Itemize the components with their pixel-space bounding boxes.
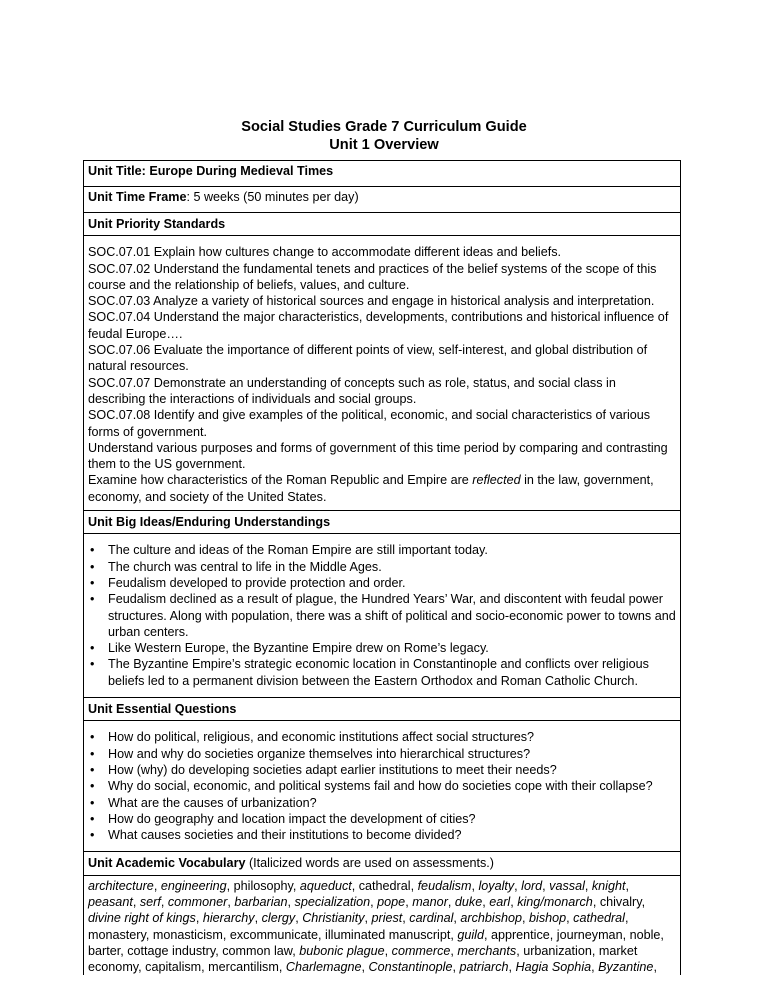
big-ideas-list bbox=[88, 542, 676, 689]
vocabulary-term: common law bbox=[222, 943, 293, 958]
vocabulary-term: barbarian bbox=[234, 894, 288, 909]
essential-question-item-text: How (why) do developing societies adapt earlier institutions to meet their needs? bbox=[108, 762, 557, 777]
vocabulary-term: illuminated manuscript bbox=[325, 927, 451, 942]
vocabulary-term: urbanization bbox=[523, 943, 592, 958]
vocabulary-term: aqueduct bbox=[299, 878, 352, 893]
vocabulary-term: commerce bbox=[391, 943, 451, 958]
vocabulary-term: Hagia Sophia bbox=[515, 960, 592, 975]
standard-item: SOC.07.06 Evaluate the importance of different points of view, self-interest, and global distribution of natural resources. bbox=[88, 343, 648, 374]
essential-question-item bbox=[88, 729, 676, 745]
vocabulary-term: Charlemagne bbox=[285, 960, 362, 975]
essential-question-item bbox=[88, 746, 676, 762]
big-ideas-cell bbox=[84, 534, 681, 698]
vocabulary-term: engineering bbox=[160, 878, 227, 893]
big-ideas-heading-cell bbox=[84, 511, 681, 534]
essential-question-item-text: How do political, religious, and economic institutions affect social structures? bbox=[108, 730, 535, 745]
vocabulary-term: commoner bbox=[167, 894, 228, 909]
big-idea-item-text: The church was central to life in the Middle Ages. bbox=[108, 559, 382, 574]
big-idea-item-text: Like Western Europe, the Byzantine Empire drew on Rome’s legacy. bbox=[108, 641, 489, 656]
big-idea-item bbox=[88, 640, 676, 656]
standard-item: Understand various purposes and forms of government of this time period by comparing and contrasting them to the US government. bbox=[88, 440, 668, 472]
vocabulary-term: barter bbox=[88, 943, 121, 958]
vocabulary-term: mercantilism bbox=[208, 960, 279, 975]
essential-questions-heading-cell bbox=[84, 698, 681, 721]
big-idea-item bbox=[88, 656, 676, 689]
vocabulary-term: chivalry bbox=[599, 894, 642, 909]
essential-question-item bbox=[88, 778, 676, 794]
vocabulary-terms: architecture, engineering, philosophy, aqueduct, cathedral, feudalism, loyalty, lord, vassal, knight, peasant, serf, commoner, barbarian, specialization, pope, manor, duke, earl, king/monarch, chivalry, divine right of kings, hierarchy, clergy, Christianity, priest, cardinal, archbishop, bishop, cathedral, monastery, monasticism, excommunicate, illuminated manuscript, guild, apprentice, journeyman, noble, barter, cottage industry, common law, bubonic plague, commerce, merchants, urbanization, market economy, capitalism, mercantilism, Charlemagne, Constantinople, patriarch, Hagia Sophia, Byzantine, bbox=[84, 875, 681, 975]
bullet-icon: • bbox=[90, 575, 95, 590]
bullet-icon: • bbox=[90, 641, 95, 656]
big-idea-item-text: The culture and ideas of the Roman Empire are still important today. bbox=[108, 543, 488, 558]
essential-question-item bbox=[88, 795, 676, 811]
essential-question-item-text: How and why do societies organize themselves into hierarchical structures? bbox=[108, 746, 531, 761]
bullet-icon: • bbox=[90, 543, 95, 558]
vocabulary-term: priest bbox=[371, 911, 403, 926]
bullet-icon: • bbox=[90, 779, 95, 794]
time-frame-value: : 5 weeks (50 minutes per day) bbox=[186, 190, 359, 204]
vocabulary-term: guild bbox=[457, 927, 484, 942]
vocabulary-term: cottage industry bbox=[127, 943, 216, 958]
big-idea-item bbox=[88, 575, 676, 591]
vocabulary-term: merchants bbox=[457, 943, 517, 958]
standard-text: Examine how characteristics of the Roman Republic and Empire are bbox=[88, 473, 473, 488]
vocabulary-term: peasant bbox=[88, 894, 133, 909]
document-subtitle: Unit 1 Overview bbox=[329, 137, 439, 153]
essential-question-item-text: Why do social, economic, and political systems fail and how do societies cope with their collapse? bbox=[108, 779, 653, 794]
essential-questions-cell bbox=[84, 721, 681, 852]
standards-heading-cell bbox=[84, 213, 681, 236]
vocabulary-term: patriarch bbox=[459, 960, 509, 975]
vocabulary-heading: Unit Academic Vocabulary bbox=[88, 856, 246, 871]
bullet-icon: • bbox=[90, 730, 95, 745]
vocabulary-term: cardinal bbox=[409, 911, 454, 926]
vocabulary-term: market economy bbox=[88, 943, 638, 975]
bullet-icon: • bbox=[90, 592, 95, 607]
vocabulary-term: bishop bbox=[529, 911, 567, 926]
vocabulary-term: feudalism bbox=[417, 878, 472, 893]
vocabulary-term: clergy bbox=[261, 911, 296, 926]
standard-item: SOC.07.07 Demonstrate an understanding of concepts such as role, status, and social class in describing the interactions of individuals and social groups. bbox=[88, 375, 616, 406]
vocabulary-term: monasticism bbox=[152, 927, 223, 942]
vocabulary-term: Constantinople bbox=[368, 960, 453, 975]
vocabulary-note: (Italicized words are used on assessments.) bbox=[245, 856, 494, 871]
bullet-icon: • bbox=[90, 811, 95, 826]
vocabulary-term: noble bbox=[629, 927, 661, 942]
vocabulary-term: Christianity bbox=[302, 911, 365, 926]
standard-italic-text: reflected bbox=[472, 473, 521, 488]
big-idea-item bbox=[88, 542, 676, 558]
unit-overview-table bbox=[83, 160, 681, 975]
standards-heading: Unit Priority Standards bbox=[88, 217, 226, 231]
essential-questions-list bbox=[88, 729, 676, 843]
vocabulary-term: specialization bbox=[294, 894, 371, 909]
vocabulary-term: capitalism bbox=[145, 960, 202, 975]
essential-questions-heading: Unit Essential Questions bbox=[88, 702, 237, 717]
essential-question-item-text: What are the causes of urbanization? bbox=[108, 795, 317, 810]
standards-list bbox=[84, 236, 681, 511]
vocabulary-term: earl bbox=[489, 894, 511, 909]
unit-title: Unit Title: Europe During Medieval Times bbox=[88, 164, 334, 178]
vocabulary-term: philosophy bbox=[233, 878, 293, 893]
essential-question-item bbox=[88, 827, 676, 843]
vocabulary-term: apprentice bbox=[490, 927, 550, 942]
time-frame-cell bbox=[84, 187, 681, 213]
vocabulary-term: loyalty bbox=[478, 878, 515, 893]
vocabulary-term: Byzantine bbox=[598, 960, 654, 975]
essential-question-item bbox=[88, 762, 676, 778]
bullet-icon: • bbox=[90, 657, 95, 672]
big-idea-item-text: The Byzantine Empire’s strategic economic location in Constantinople and conflicts over religious beliefs led to a permanent division between the Eastern Orthodox and Roman Catholic Church. bbox=[108, 657, 649, 688]
big-idea-item-text: Feudalism declined as a result of plague, the Hundred Years’ War, and discontent with feudal power structures. Along with population, there was a shift of political and socio-economic power to towns and urban centers. bbox=[108, 592, 676, 639]
standard-item: SOC.07.08 Identify and give examples of the political, economic, and social characteristics of various forms of government. bbox=[88, 408, 651, 439]
bullet-icon: • bbox=[90, 559, 95, 574]
bullet-icon: • bbox=[90, 828, 95, 843]
vocabulary-term: knight bbox=[591, 878, 626, 893]
vocabulary-term: duke bbox=[454, 894, 483, 909]
vocabulary-term: hierarchy bbox=[202, 911, 255, 926]
vocabulary-term: serf bbox=[139, 894, 161, 909]
vocabulary-term: king/monarch bbox=[517, 894, 593, 909]
vocabulary-term: divine right of kings bbox=[88, 911, 196, 926]
document-header bbox=[0, 118, 768, 154]
vocabulary-term: monastery bbox=[88, 927, 146, 942]
vocabulary-term: pope bbox=[377, 894, 406, 909]
document-title: Social Studies Grade 7 Curriculum Guide bbox=[241, 119, 527, 135]
vocabulary-term: journeyman bbox=[556, 927, 623, 942]
essential-question-item-text: What causes societies and their institutions to become divided? bbox=[108, 828, 462, 843]
bullet-icon: • bbox=[90, 746, 95, 761]
standard-item: SOC.07.01 Explain how cultures change to accommodate different ideas and beliefs. bbox=[88, 245, 562, 260]
standard-item: SOC.07.04 Understand the major characteristics, developments, contributions and historical influence of feudal Europe…. bbox=[88, 310, 669, 341]
big-idea-item bbox=[88, 559, 676, 575]
standard-item bbox=[88, 472, 676, 505]
essential-question-item-text: How do geography and location impact the development of cities? bbox=[108, 811, 476, 826]
vocabulary-term: cathedral bbox=[358, 878, 411, 893]
bullet-icon: • bbox=[90, 795, 95, 810]
standard-text: in the law, government, economy, and society of the United States. bbox=[88, 473, 654, 504]
vocabulary-term: bubonic plague bbox=[299, 943, 385, 958]
vocabulary-term: manor bbox=[412, 894, 448, 909]
vocabulary-term: excommunicate bbox=[229, 927, 319, 942]
unit-title-cell bbox=[84, 161, 681, 187]
essential-question-item bbox=[88, 811, 676, 827]
vocabulary-term: lord bbox=[521, 878, 543, 893]
vocabulary-term: architecture bbox=[88, 878, 154, 893]
big-idea-item bbox=[88, 591, 676, 640]
standard-item: SOC.07.03 Analyze a variety of historical sources and engage in historical analysis and interpretation. bbox=[88, 294, 655, 309]
vocabulary-term: vassal bbox=[549, 878, 585, 893]
time-frame-label: Unit Time Frame bbox=[88, 190, 187, 204]
vocabulary-heading-cell bbox=[84, 852, 681, 875]
big-ideas-heading: Unit Big Ideas/Enduring Understandings bbox=[88, 515, 331, 530]
vocabulary-term: cathedral bbox=[573, 911, 625, 926]
standard-item: SOC.07.02 Understand the fundamental tenets and practices of the belief systems of the scope of this course and the relationship of beliefs, values, and culture. bbox=[88, 261, 657, 292]
vocabulary-term: archbishop bbox=[460, 911, 523, 926]
bullet-icon: • bbox=[90, 762, 95, 777]
big-idea-item-text: Feudalism developed to provide protection and order. bbox=[108, 575, 406, 590]
